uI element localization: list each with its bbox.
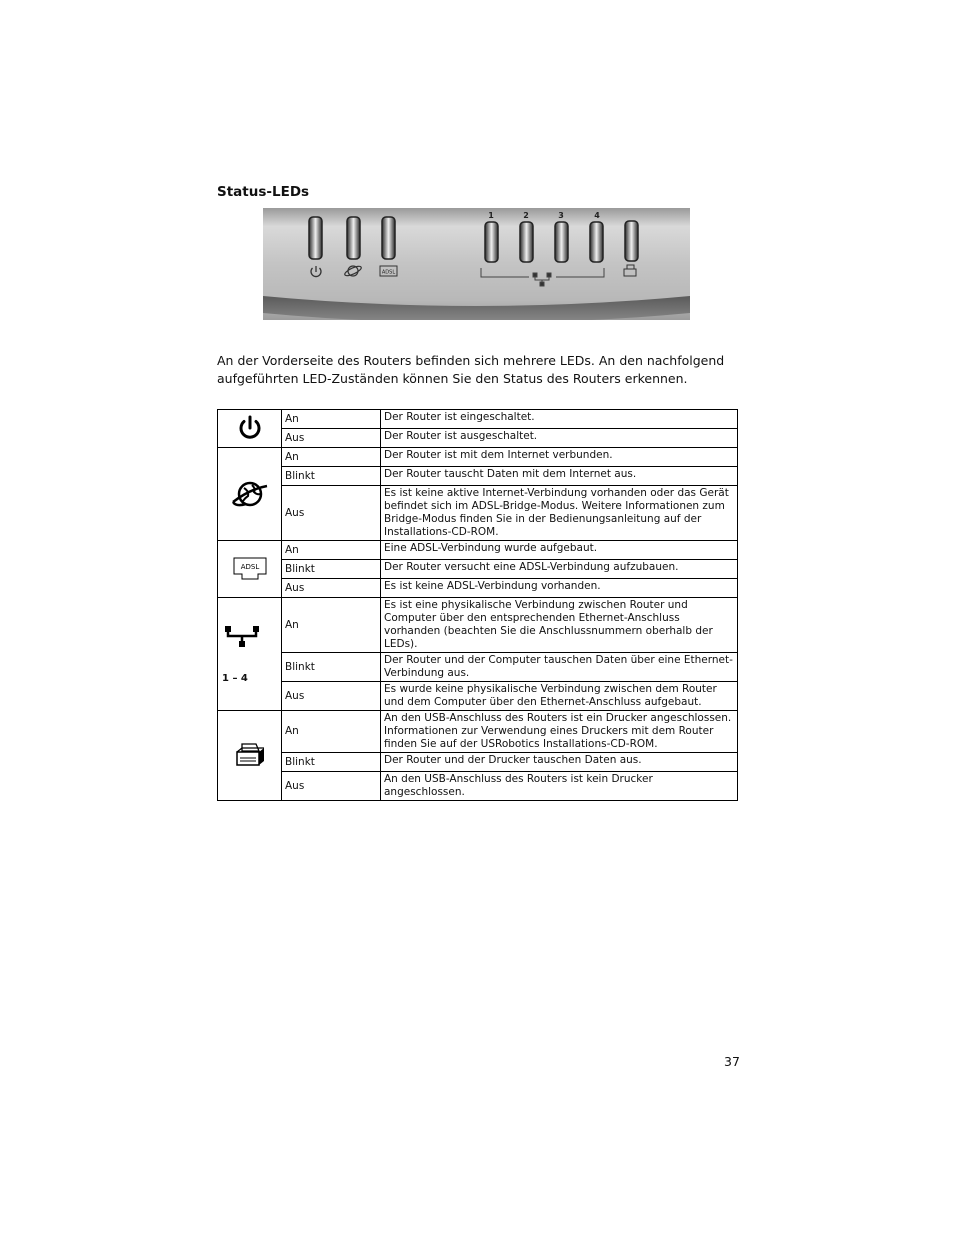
router-front-panel-image (263, 208, 690, 331)
table-row (218, 560, 738, 579)
power-icon (237, 415, 263, 443)
description-cell: An den USB-Anschluss des Routers ist kein Drucker angeschlossen. (381, 772, 738, 801)
table-row (218, 682, 738, 711)
description-cell: Der Router versucht eine ADSL-Verbindung aufzubauen. (381, 560, 738, 579)
table-row (218, 753, 738, 772)
state-cell: Aus (282, 486, 381, 541)
description-cell: Es ist keine ADSL-Verbindung vorhanden. (381, 579, 738, 598)
description-cell: An den USB-Anschluss des Routers ist ein Drucker angeschlossen. Informationen zur Verwendung eines Druckers mit dem Router finden Sie auf der USRobotics Installations-CD-ROM. (381, 711, 738, 753)
internet-icon (230, 477, 270, 511)
ethernet-icon-cell (218, 598, 282, 711)
description-cell: Es wurde keine physikalische Verbindung zwischen dem Router und dem Computer über den Ethernet-Anschluss aufgebaut. (381, 682, 738, 711)
table-row (218, 598, 738, 653)
state-cell: An (282, 711, 381, 753)
ethernet-port-range-label: 1 – 4 (222, 672, 248, 684)
internet-icon-cell (218, 448, 282, 541)
led-status-table (217, 409, 738, 801)
intro-paragraph: An der Vorderseite des Routers befinden sich mehrere LEDs. An den nachfolgend aufgeführten LED-Zuständen können Sie den Status des Routers erkennen. (217, 353, 725, 386)
table-row (218, 541, 738, 560)
description-cell: Es ist eine physikalische Verbindung zwischen Router und Computer über den entsprechenden Ethernet-Anschluss vorhanden (beachten Sie die Anschlussnummern oberhalb der LEDs). (381, 598, 738, 653)
ethernet-icon (223, 624, 261, 650)
adsl-icon-cell (218, 541, 282, 598)
description-cell: Der Router ist eingeschaltet. (381, 410, 738, 429)
led-eth-4 (590, 222, 603, 262)
led-usb (625, 221, 638, 261)
port-number-1: 1 (488, 211, 494, 220)
state-cell: An (282, 448, 381, 467)
description-cell: Der Router und der Drucker tauschen Daten aus. (381, 753, 738, 772)
led-eth-2 (520, 222, 533, 262)
state-cell: An (282, 598, 381, 653)
description-cell: Der Router und der Computer tauschen Daten über eine Ethernet-Verbindung aus. (381, 653, 738, 682)
printer-icon (233, 741, 267, 771)
port-number-4: 4 (594, 211, 600, 220)
adsl-icon (230, 554, 270, 584)
printer-icon-cell (218, 711, 282, 801)
description-cell: Eine ADSL-Verbindung wurde aufgebaut. (381, 541, 738, 560)
state-cell: Aus (282, 579, 381, 598)
state-cell: An (282, 541, 381, 560)
page-number: 37 (724, 1054, 740, 1069)
state-cell: Blinkt (282, 467, 381, 486)
port-number-3: 3 (558, 211, 564, 220)
led-eth-1 (485, 222, 498, 262)
state-cell: Aus (282, 772, 381, 801)
state-cell: Blinkt (282, 560, 381, 579)
led-internet (347, 217, 360, 259)
state-cell: Aus (282, 429, 381, 448)
table-row (218, 429, 738, 448)
led-eth-3 (555, 222, 568, 262)
state-cell: Aus (282, 682, 381, 711)
table-row (218, 772, 738, 801)
description-cell: Der Router tauscht Daten mit dem Internet aus. (381, 467, 738, 486)
section-heading: Status-LEDs (217, 184, 310, 200)
table-row (218, 653, 738, 682)
state-cell: Blinkt (282, 753, 381, 772)
state-cell: An (282, 410, 381, 429)
description-cell: Der Router ist ausgeschaltet. (381, 429, 738, 448)
table-row (218, 711, 738, 753)
description-cell: Es ist keine aktive Internet-Verbindung vorhanden oder das Gerät befindet sich im ADSL-Bridge-Modus. Weitere Informationen zum Bridge-Modus finden Sie in der Bedienungsanleitung auf der Installations-CD-ROM. (381, 486, 738, 541)
description-cell: Der Router ist mit dem Internet verbunden. (381, 448, 738, 467)
adsl-icon-label: ADSL (240, 563, 259, 571)
adsl-photo-label: ADSL (381, 269, 396, 276)
table-row (218, 486, 738, 541)
table-row (218, 410, 738, 429)
state-cell: Blinkt (282, 653, 381, 682)
power-icon-cell (218, 410, 282, 448)
table-row (218, 467, 738, 486)
table-row (218, 448, 738, 467)
table-row (218, 579, 738, 598)
port-number-2: 2 (523, 211, 529, 220)
led-power (309, 217, 322, 259)
led-adsl (382, 217, 395, 259)
